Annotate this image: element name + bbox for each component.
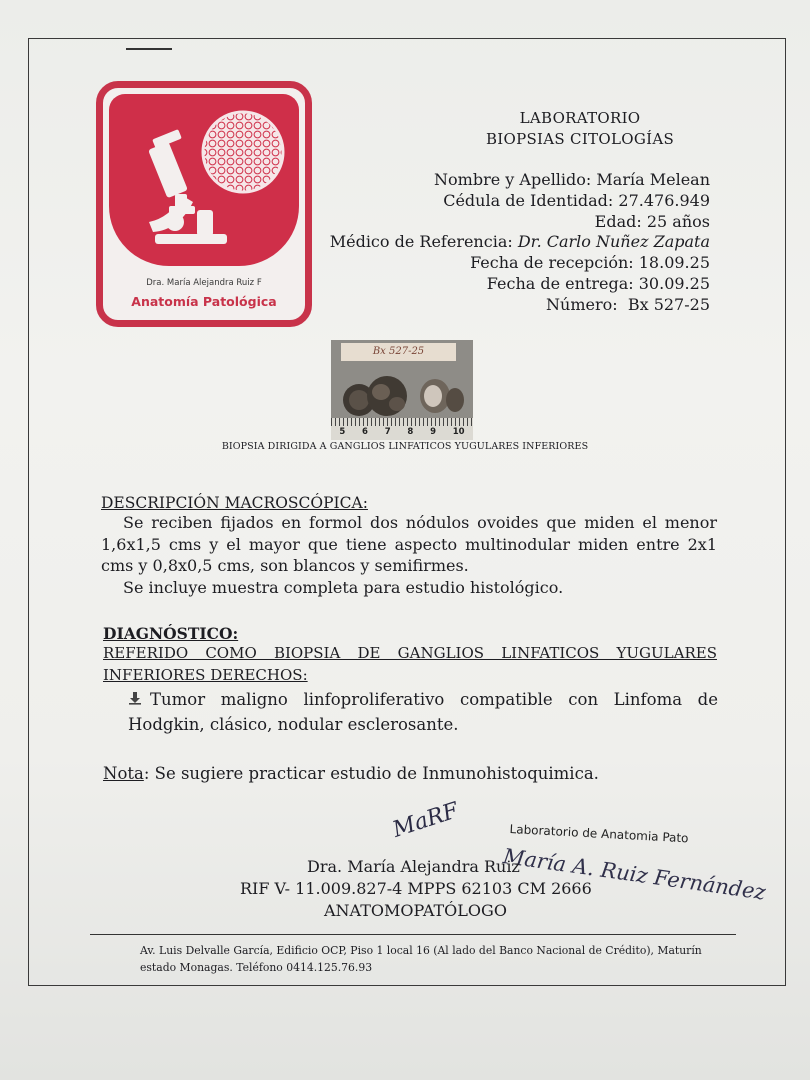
- patient-age: 25 años: [646, 211, 710, 231]
- patient-info: [330, 170, 710, 316]
- delivery-label: Fecha de entrega:: [486, 273, 634, 293]
- received-date: 18.09.25: [638, 253, 710, 273]
- patient-name-row: [330, 170, 710, 191]
- patient-id: 27.476.949: [618, 190, 710, 210]
- logo-department: Anatomía Patológica: [131, 294, 277, 309]
- macro-text: Se reciben fijados en formol dos nódulos ovoides que miden el menor 1,6x1,5 cms y el mayor que tiene aspecto multinodular miden entre 2x1 cms y 0,8x0,5 cms, son blancos y semifirmes.: [101, 513, 717, 575]
- patient-name-label: Nombre y Apellido:: [434, 170, 592, 189]
- specimen-label: Bx 527-25: [341, 343, 456, 361]
- patient-age-label: Edad:: [594, 211, 642, 231]
- diagnosis-title: DIAGNÓSTICO:: [103, 624, 239, 643]
- note-label: Nota: [103, 764, 144, 783]
- specimen-photo: [331, 340, 473, 440]
- biopsy-number: Bx 527-25: [627, 294, 710, 314]
- top-mark: [126, 48, 172, 50]
- microscope-icon: [109, 94, 299, 266]
- note: [103, 764, 599, 783]
- lab-stamp: Laboratorio de Anatomia Pato: [509, 822, 689, 846]
- ruler-number: 9: [430, 427, 436, 437]
- lab-title: [460, 108, 700, 150]
- patient-id-label: Cédula de Identidad:: [443, 190, 614, 210]
- ruler-numbers: [331, 427, 473, 437]
- diagnosis-finding: [128, 687, 718, 737]
- ruler-number: 10: [452, 427, 465, 437]
- number-label: Número:: [546, 294, 618, 314]
- macro-text-2: Se incluye muestra completa para estudio histológico.: [123, 578, 564, 597]
- ruler-number: 6: [362, 427, 368, 437]
- referrer-row: [330, 232, 710, 253]
- lab-title-line2: BIOPSIAS CITOLOGÍAS: [485, 130, 675, 148]
- signer-name: Dra. María Alejandra Ruiz: [307, 857, 520, 876]
- referrer-label: Médico de Referencia:: [329, 232, 513, 252]
- footer-address: Av. Luis Delvalle García, Edificio OCP, Piso 1 local 16 (Al lado del Banco Nacional de Crédito), Maturín estado Monagas. Teléfono 0414.125.76.93: [140, 944, 702, 974]
- patient-age-row: [330, 212, 710, 233]
- ruler: [331, 418, 473, 440]
- arrow-down-bullet-icon: [128, 687, 142, 712]
- lab-logo: [96, 81, 312, 327]
- signature-block: [240, 856, 592, 922]
- delivery-date: 30.09.25: [638, 273, 710, 293]
- signer-title: ANATOMOPATÓLOGO: [324, 901, 507, 920]
- macro-title: DESCRIPCIÓN MACROSCÓPICA:: [101, 494, 368, 512]
- lab-title-line1: LABORATORIO: [519, 109, 641, 127]
- number-row: [330, 295, 710, 316]
- footer-divider: [90, 934, 736, 935]
- patient-id-row: [330, 191, 710, 212]
- diagnosis-referred-line1: REFERIDO COMO BIOPSIA DE GANGLIOS LINFATICOS YUGULARES: [103, 644, 717, 662]
- logo-doctor-name: Dra. María Alejandra Ruiz F: [146, 278, 262, 288]
- received-row: [330, 253, 710, 274]
- referrer-name: Dr. Carlo Nuñez Zapata: [517, 232, 710, 252]
- signer-credentials: RIF V- 11.009.827-4 MPPS 62103 CM 2666: [240, 879, 592, 898]
- photo-caption: BIOPSIA DIRIGIDA A GANGLIOS LINFATICOS YUGULARES INFERIORES: [221, 441, 589, 452]
- diagnosis-finding-text: Tumor maligno linfoproliferativo compatible con Linfoma de Hodgkin, clásico, nodular esclerosante.: [128, 690, 718, 734]
- handwritten-initials: MaRF: [389, 798, 462, 843]
- ruler-ticks: [331, 418, 473, 426]
- ruler-number: 8: [407, 427, 414, 437]
- ruler-number: 5: [339, 427, 346, 437]
- received-label: Fecha de recepción:: [470, 253, 634, 273]
- handwritten-signature: María A. Ruiz Fernández: [501, 844, 768, 905]
- diagnosis-referred-line2: INFERIORES DERECHOS:: [103, 666, 308, 684]
- ruler-number: 7: [384, 427, 391, 437]
- delivery-row: [330, 274, 710, 295]
- note-text: : Se sugiere practicar estudio de Inmunohistoquimica.: [143, 764, 599, 783]
- patient-name: María Melean: [596, 170, 710, 189]
